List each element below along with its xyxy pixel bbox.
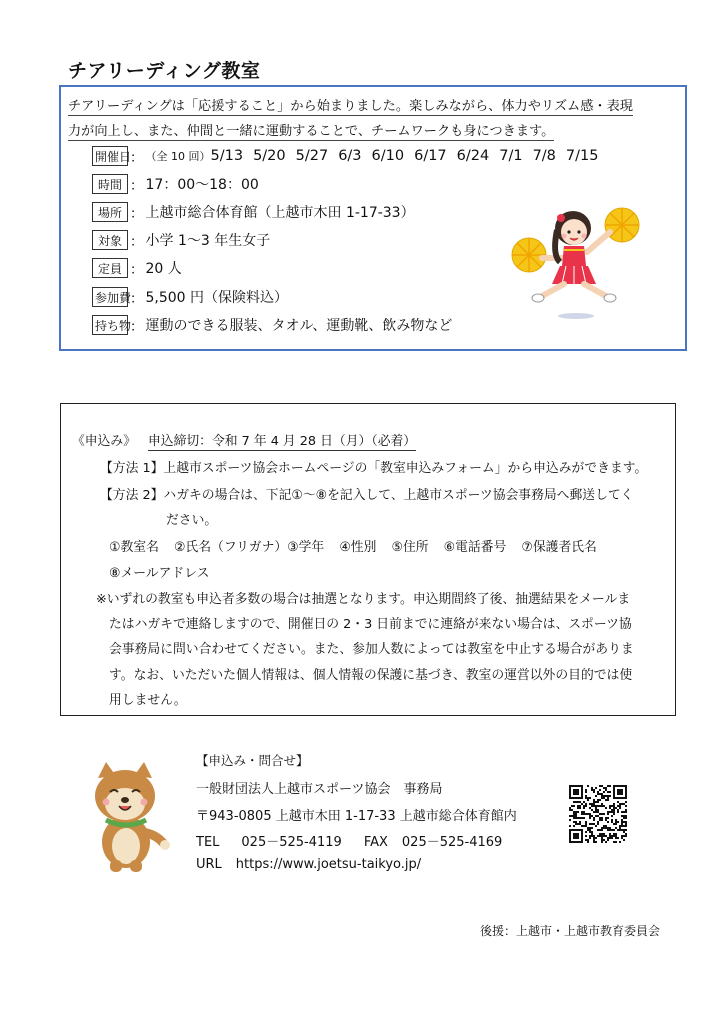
contact-organization: 一般財団法人上越市スポーツ協会 事務局 <box>196 782 443 797</box>
separator: ： <box>130 319 144 335</box>
fax-label: FAX <box>363 835 388 850</box>
method-2-line-1: 【方法 2】ハガキの場合は、下記①〜⑧を記入して、上越市スポーツ協会事務局へ郵送してく <box>100 488 634 503</box>
row-items <box>92 314 452 336</box>
capacity-label: 定員 <box>92 258 128 278</box>
contact-url <box>196 857 421 872</box>
support-credit: 後援：上越市・上越市教育委員会 <box>479 924 660 938</box>
row-time <box>92 173 259 195</box>
target-value: 小学 1〜3 年生女子 <box>145 233 271 249</box>
date-item: 7/15 <box>565 148 599 164</box>
contact-heading: 【申込み・問合せ】 <box>196 753 309 768</box>
field-item: ⑥電話番号 <box>443 540 507 555</box>
dates-prefix: （全 10 回） <box>145 150 211 163</box>
note-line-3: 会事務局に問い合わせてください。また、参加人数によっては教室を中止する場合がありま <box>109 642 634 657</box>
note-line-1: ※いずれの教室も申込者多数の場合は抽選となります。申込期間終了後、抽選結果をメールま <box>96 592 631 607</box>
dog-mascot-illustration <box>84 760 174 875</box>
field-item-8: ⑧メールアドレス <box>109 566 210 581</box>
application-label: 《申込み》 <box>72 434 136 449</box>
method-2-line-2: ださい。 <box>166 513 218 528</box>
separator: ： <box>130 262 144 278</box>
date-item: 7/1 <box>499 148 523 164</box>
fee-value: 5,500 円（保険料込） <box>145 290 289 306</box>
field-item: ②氏名（フリガナ）③学年 <box>173 540 325 555</box>
note-line-4: す。なお、いただいた個人情報は、個人情報の保護に基づき、教室の運営以外の目的では使 <box>109 668 633 683</box>
postcard-fields <box>109 536 608 555</box>
capacity-value: 20 人 <box>145 261 182 277</box>
time-label: 時間 <box>92 174 128 194</box>
date-item: 6/24 <box>456 148 490 164</box>
url-label: URL <box>196 857 222 872</box>
page-title: チアリーディング教室 <box>68 60 261 82</box>
url-link[interactable]: https://www.joetsu-taikyo.jp/ <box>235 857 422 872</box>
row-dates <box>92 145 608 167</box>
date-item: 6/10 <box>371 148 405 164</box>
date-item: 5/27 <box>295 148 329 164</box>
note-line-5: 用しません。 <box>109 693 187 708</box>
intro-line-2: 力が向上し、また、仲間と一緒に運動することで、チームワークも身につきます。 <box>68 120 554 141</box>
target-label: 対象 <box>92 230 128 250</box>
row-capacity <box>92 257 182 279</box>
separator: ： <box>130 291 144 307</box>
tel-number: 025－525-4119 <box>241 835 342 850</box>
field-item: ①教室名 <box>109 540 159 555</box>
date-item: 5/20 <box>253 148 286 164</box>
date-item: 7/8 <box>532 148 556 164</box>
separator: ： <box>130 178 144 194</box>
separator: ： <box>130 150 144 166</box>
separator: ： <box>130 206 144 222</box>
row-place <box>92 201 415 223</box>
place-label: 場所 <box>92 202 128 222</box>
place-value: 上越市総合体育館（上越市木田 1-17-33） <box>145 205 415 221</box>
qr-code <box>569 785 627 843</box>
dates-label: 開催日 <box>92 146 128 166</box>
row-target <box>92 229 270 251</box>
dates-list <box>211 148 609 164</box>
contact-address: 〒943-0805 上越市木田 1-17-33 上越市総合体育館内 <box>196 809 517 824</box>
contact-phone-fax <box>196 831 502 850</box>
note-line-2: たはハガキで連絡しますので、開催日の 2・3 日前までに連絡が来ない場合は、スポーツ協 <box>109 617 632 632</box>
field-item: ④性別 <box>339 540 377 555</box>
items-value: 運動のできる服装、タオル、運動靴、飲み物など <box>145 318 453 334</box>
items-label: 持ち物 <box>92 315 128 335</box>
fee-label: 参加費 <box>92 287 128 307</box>
application-heading <box>72 430 416 449</box>
separator: ： <box>130 234 144 250</box>
row-fee <box>92 286 288 308</box>
field-item: ⑤住所 <box>391 540 429 555</box>
fax-number: 025－525-4169 <box>401 835 503 850</box>
date-item: 6/17 <box>414 148 447 164</box>
intro-line-1: チアリーディングは「応援すること」から始まりました。楽しみながら、体力やリズム感・表現 <box>68 95 633 116</box>
time-value: 17：00〜18：00 <box>145 177 259 193</box>
method-1: 【方法 1】上越市スポーツ協会ホームページの「教室申込みフォーム」から申込みができます。 <box>100 461 648 476</box>
date-item: 6/3 <box>338 148 362 164</box>
tel-label: TEL <box>196 835 220 850</box>
field-item: ⑦保護者氏名 <box>521 540 597 555</box>
deadline: 申込締切：令和 7 年 4 月 28 日（月）（必着） <box>147 434 417 449</box>
date-item: 5/13 <box>210 148 244 164</box>
cheerleader-illustration <box>502 200 652 325</box>
